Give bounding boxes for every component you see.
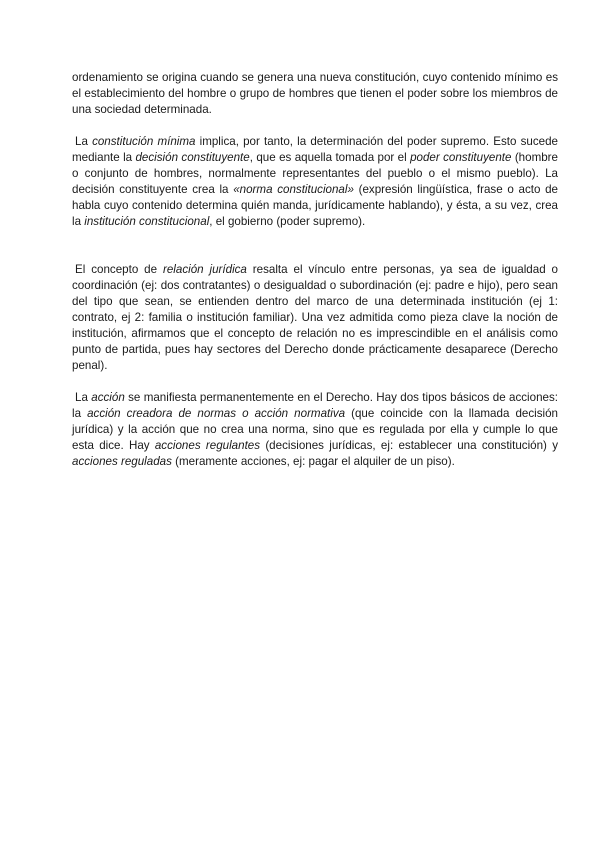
p3-s2: relación jurídica [163,263,247,276]
paragraph-ordenamiento [72,70,558,118]
p4-s2: acción [91,391,125,404]
p4-s4: acción creadora de normas o acción normativa [87,407,346,420]
p2-s1: La [75,135,93,148]
p4-s5: (que coincide con la llamada decisión jurídica) y la acción que no crea una norma, sino que es regulada por ella y cumple lo que esta dice. Hay [72,407,558,452]
p2-s2: constitución mínima [92,135,196,148]
p2-s5: , que es aquella tomada por el [249,151,411,164]
p4-s3: se manifiesta permanentemente en el Derecho. Hay dos tipos básicos de acciones: la [72,391,558,420]
p2-s9: (expresión lingüística, frase o acto de habla cuyo contenido determina quién manda, jurídicamente hablando), y ésta, a su vez, crea la [72,183,558,228]
p2-s11: , el gobierno (poder supremo). [209,215,366,228]
p3-s3: resalta el vínculo entre personas, ya sea de igualdad o coordinación (ej: dos contratantes) o desigualdad o subordinación (ej: padre e hijo), pero sean del tipo que sean, se entienden dentro del marco de una determinada institución (ej 1: contrato, ej 2: familia o institución familiar). Una vez admitida como pieza clave la noción de institución, afirmamos que el concepto de relación no es imprescindible en el análisis como punto de partida, pues hay sectores del Derecho donde prácticamente desaparece (Derecho penal). [72,263,558,372]
p2-s3: implica, por tanto, la determinación del poder supremo. Esto sucede mediante la [72,135,558,164]
p2-s10: institución constitucional [84,215,210,228]
paragraph-accion [72,390,558,470]
p4-s1: La [75,391,92,404]
paragraph-relacion-juridica [72,262,558,374]
p2-s7: (hombre o conjunto de hombres, normalmente representantes del pueblo o el mismo pueblo). La decisión constituyente crea la [72,151,558,196]
p2-s8: «norma constitucional» [233,183,354,196]
p4-s6: acciones regulantes [154,439,261,452]
paragraph-constitucion-minima [72,134,558,230]
p4-s7: (decisiones jurídicas, ej: establecer una constitución) y [260,439,558,452]
p2-s4: decisión constituyente [135,151,250,164]
p4-s9: (meramente acciones, ej: pagar el alquiler de un piso). [171,455,455,468]
p3-s1: El concepto de [75,263,163,276]
p4-s8: acciones reguladas [72,455,172,468]
p1-text: ordenamiento se origina cuando se genera una nueva constitución, cuyo contenido mínimo es el establecimiento del hombre o grupo de hombres que tienen el poder sobre los miembros de una sociedad determinada. [72,71,558,116]
p2-s6: poder constituyente [410,151,512,164]
